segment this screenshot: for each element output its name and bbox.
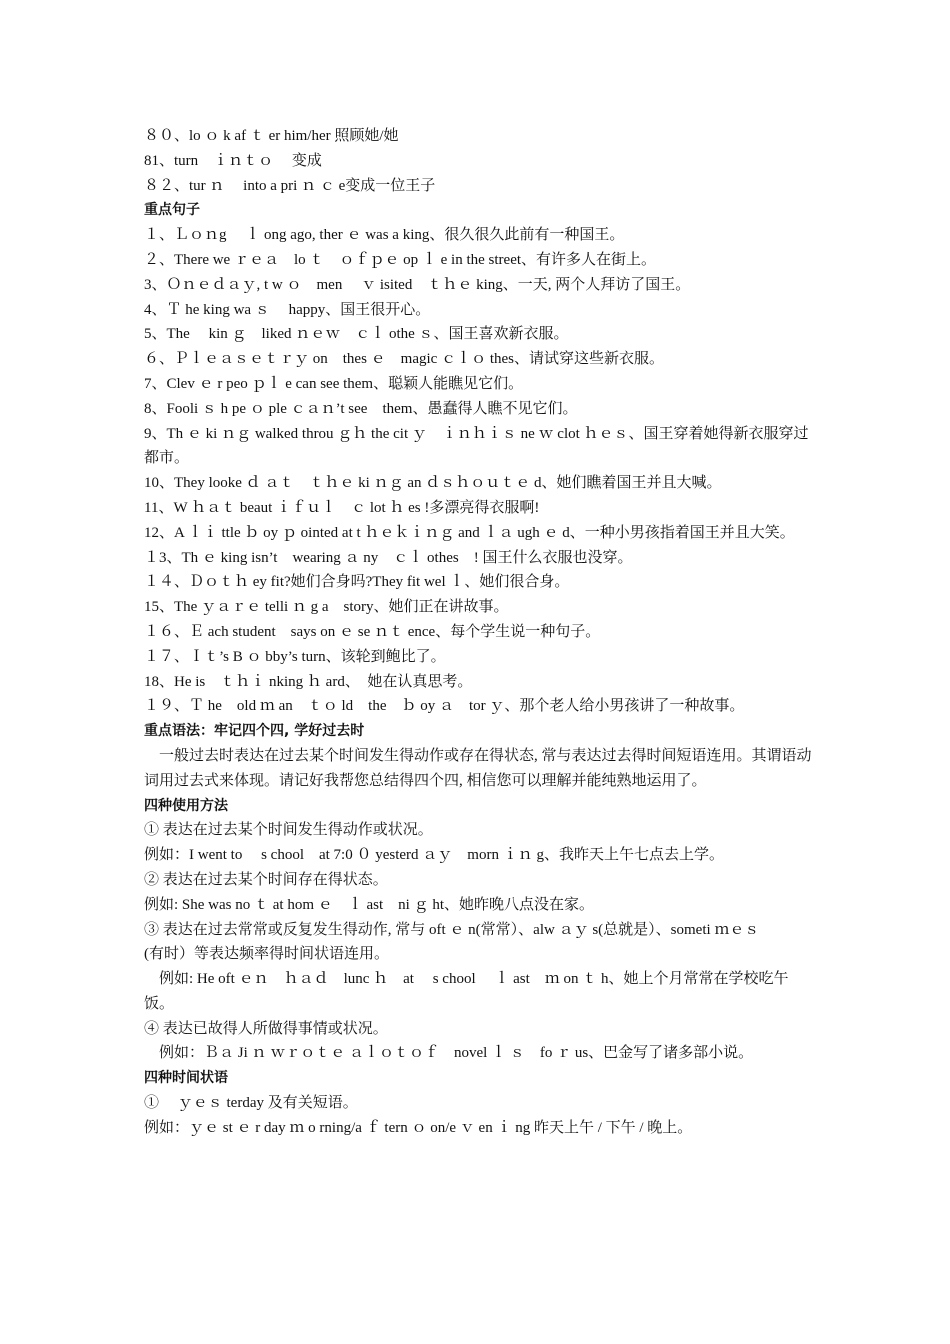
text-line: １、Ｌｏｎg ｌ ong ago, ther ｅ was a king、很久很久此前有一种国王。 (144, 227, 625, 244)
text-line: 3、Ｏｎｅｄａｙ, t w ｏ men ｖ isited ｔｈｅ king、一天, 两个人拜访了国王。 (144, 276, 691, 293)
paragraph: 一般过去时表达在过去某个时间发生得动作或存在得状态, 常与表达过去得时间短语连用。其谓语动词用过去式来体现。请记好我帮您总结得四个四, 相信您可以理解并能纯熟地运用了。 (144, 747, 812, 789)
text-line: 8、Fooli ｓ h pe ｏ ple ｃａｎ’t see them、愚蠢得人瞧不见它们。 (144, 400, 578, 417)
text-line: ８２、tur ｎ into a pri ｎ ｃ e变成一位王子 (144, 177, 436, 194)
text-line: 81、turn ｉｎｔｏ 变成 (144, 152, 322, 169)
text-line: 例如: He oft ｅｎ ｈａｄ lunc ｈ at s chool ｌ ast ｍ on ｔ h、她上个月常常在学校吃午饭。 (144, 971, 789, 1012)
text-line: ③ 表达在过去常常或反复发生得动作, 常与 oft ｅ n(常常）、alw ａｙ s(总就是）、someti ｍｅｓ (144, 921, 760, 938)
text-line: １3、Th ｅ king isn’t wearing ａ ny ｃｌ othes ! 国王什么衣服也没穿。 (144, 549, 633, 566)
text-line: 例如：ｙｅ st ｅ r day ｍ o rning/a ｆ tern ｏ on/e ｖ en ｉ ng 昨天上午 / 下午 / 晚上。 (144, 1119, 693, 1136)
text-line: 例如：I went to s chool at 7:0 ０ yesterd ａｙ morn ｉｎ g、我昨天上午七点去上学。 (144, 847, 724, 864)
text-line: ① ｙｅｓ terday 及有关短语。 (144, 1095, 358, 1112)
text-line: ６、Ｐｌｅａｓｅｔｒｙ on thes ｅ magic ｃｌｏ thes、请试穿这些新衣服。 (144, 351, 664, 368)
text-line: ８０、lo ｏ k af ｔ er him/her 照顾她/她 (144, 128, 399, 144)
text-line: 10、They looke ｄ ａｔ ｔｈｅ ki ｎｇ an ｄｓｈｏｕｔｅ d、她们瞧着国王并且大喊。 (144, 475, 722, 492)
text-line: １７、Ｉｔ’s B ｏ bby’s turn、该轮到鲍比了。 (144, 648, 446, 665)
text-line: 5、The kin ｇ liked ｎｅｗ ｃｌ othe ｓ、国王喜欢新衣服。 (144, 326, 569, 343)
text-line: 11、W ｈａｔ beaut ｉｆｕｌ ｃ lot ｈ es !多漂亮得衣服啊! (144, 499, 540, 516)
section-heading: 四种时间状语 (144, 1070, 228, 1087)
text-line: 4、Ｔ he king wa ｓ happy、国王很开心。 (144, 301, 431, 318)
text-line: 例如：Ｂａ Ji ｎ ｗｒｏｔｅ ａｌｏｔｏｆ novel ｌ ｓ fo ｒ us、巴金写了诸多部小说。 (144, 1045, 754, 1062)
text-line: １６、Ｅ ach student says on ｅ se ｎｔ ence、每个学生说一种句子。 (144, 623, 601, 640)
text-line: 18、He is ｔｈｉ nking ｈ ard、 她在认真思考。 (144, 673, 473, 690)
section-heading: 重点语法：牢记四个四, 学好过去时 (144, 723, 365, 740)
text-line: (有时）等表达频率得时间状语连用。 (144, 946, 389, 963)
text-line: 9、Th ｅ ki ｎｇ walked throu ｇｈ the cit ｙ ｉｎｈｉｓ ne ｗ clot ｈｅｓ、国王穿着她得新衣服穿过都市。 (144, 425, 809, 467)
document-body (144, 124, 814, 1141)
text-line: ④ 表达已故得人所做得事情或状况。 (144, 1020, 388, 1037)
section-heading: 四种使用方法 (144, 797, 228, 814)
text-line: 7、Clev ｅ r peo ｐｌ e can see them、聪颖人能瞧见它们。 (144, 375, 524, 392)
text-line: ② 表达在过去某个时间存在得状态。 (144, 871, 388, 888)
text-line: １９、Ｔ he old ｍ an ｔｏ ld the ｂ oy ａ tor ｙ、那个老人给小男孩讲了一种故事。 (144, 698, 745, 715)
text-line: 15、The ｙａｒｅ telli ｎ g a story、她们正在讲故事。 (144, 599, 509, 616)
text-line: ２、There we ｒｅａ lo ｔ ｏｆｐｅ op ｌ e in the street、有许多人在街上。 (144, 251, 657, 268)
section-heading: 重点句子 (144, 202, 200, 219)
text-line: １４、Ｄｏｔｈ ey fit?她们合身吗?They fit wel ｌ、她们很合身。 (144, 574, 570, 591)
text-line: 例如: She was no ｔ at hom ｅ ｌ ast ni ｇ ht、她昨晚八点没在家。 (144, 896, 594, 913)
text-line: ① 表达在过去某个时间发生得动作或状况。 (144, 822, 433, 839)
text-line: 12、A ｌｉ ttle ｂ oy ｐ ointed at t ｈｅｋｉｎｇ and ｌａ ugh ｅ d、一种小男孩指着国王并且大笑。 (144, 524, 795, 541)
